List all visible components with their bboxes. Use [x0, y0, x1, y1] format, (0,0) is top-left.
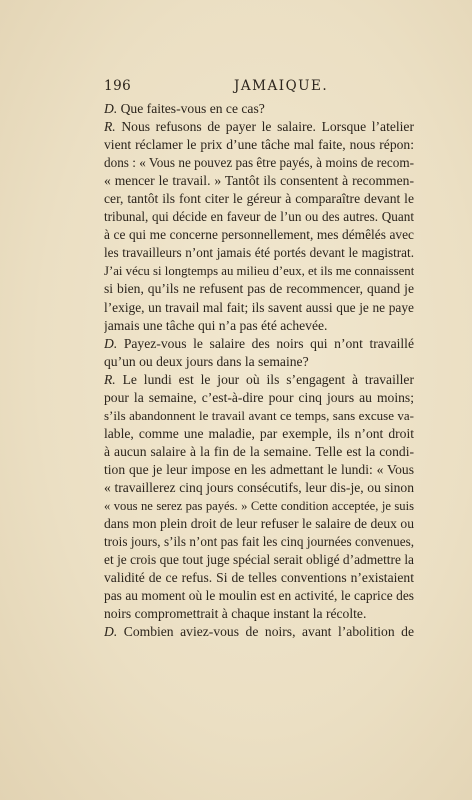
text-line: J’ai vécu si longtemps au milieu d’eux, et ils me connaissent [104, 264, 414, 279]
text-line: D. Payez-vous le salaire des noirs qui n’ont travaillé [104, 335, 414, 351]
text-line: jamais une tâche qui n’a pas été achevée. [104, 317, 328, 333]
text-line: R. Nous refusons de payer le salaire. Lorsque l’atelier [104, 119, 414, 135]
page-header [104, 78, 412, 96]
speaker-marker: R. [104, 371, 116, 387]
text-line: tribunal, qui décide en faveur de l’un ou des autres. Quant [104, 209, 414, 225]
text-line: pas au moment où le moulin est en activité, le caprice des [104, 588, 414, 604]
speaker-marker: D. [104, 335, 118, 351]
text-line: cer, tantôt ils font citer le géreur à comparaître devant le [104, 191, 414, 207]
text-line: « mencer le travail. » Tantôt ils consentent à recommen- [104, 173, 414, 189]
running-head: JAMAIQUE. [234, 78, 329, 94]
text-line: les travailleurs n’ont jamais été portés devant le magistrat. [104, 245, 414, 261]
text-line: dons : « Vous ne pouvez pas être payés, à moins de recom- [104, 155, 414, 171]
text-line: R. Le lundi est le jour où ils s’engagent à travailler [104, 371, 414, 387]
text-line: trois jours, s’ils n’ont pas fait les cinq journées convenues, [104, 534, 414, 550]
speaker-marker: D. [104, 624, 118, 640]
text-line: et je crois que tout juge spécial serait obligé d’admettre la [104, 552, 414, 568]
text-line: si bien, qu’ils ne refusent pas de recommencer, quand je [104, 281, 414, 297]
speaker-marker: D. [104, 101, 118, 116]
text-line: s’ils abandonnent le travail avant ce temps, sans excuse va- [104, 407, 414, 423]
text-line: à aucun salaire à la fin de la semaine. Telle est la condi- [104, 443, 414, 459]
text-line: validité de ce refus. Si de telles conventions n’existaient [104, 570, 414, 586]
text-line: l’exige, un travail mal fait; ils savent aussi que je ne paye [104, 299, 414, 315]
text-line: qu’un ou deux jours dans la semaine? [104, 353, 309, 369]
text-line: « travaillerez cinq jours consécutifs, leur dis-je, ou sinon [104, 479, 414, 495]
page-number: 196 [104, 78, 132, 94]
text-line: dans mon plein droit de leur refuser le salaire de deux ou [104, 516, 414, 532]
text-line: D. Que faites-vous en ce cas? [104, 101, 265, 116]
text-line: pour la semaine, c’est-à-dire pour cinq jours au moins; [104, 389, 414, 405]
text-line: « vous ne serez pas payés. » Cette condition acceptée, je suis [104, 499, 414, 514]
speaker-marker: R. [104, 119, 116, 135]
text-line: lable, comme une maladie, par exemple, ils n’ont droit [104, 425, 414, 441]
body-text [104, 100, 414, 641]
text-line: à ce qui me concerne personnellement, mes démêlés avec [104, 227, 414, 243]
text-line: noirs compromettrait à chaque instant la récolte. [104, 606, 367, 622]
text-line: vient réclamer le prix d’une tâche mal faite, nous répon: [104, 137, 414, 153]
text-line: D. Combien aviez-vous de noirs, avant l’abolition de [104, 624, 414, 640]
text-line: tion que je leur impose en les admettant le lundi: « Vous [104, 461, 414, 477]
